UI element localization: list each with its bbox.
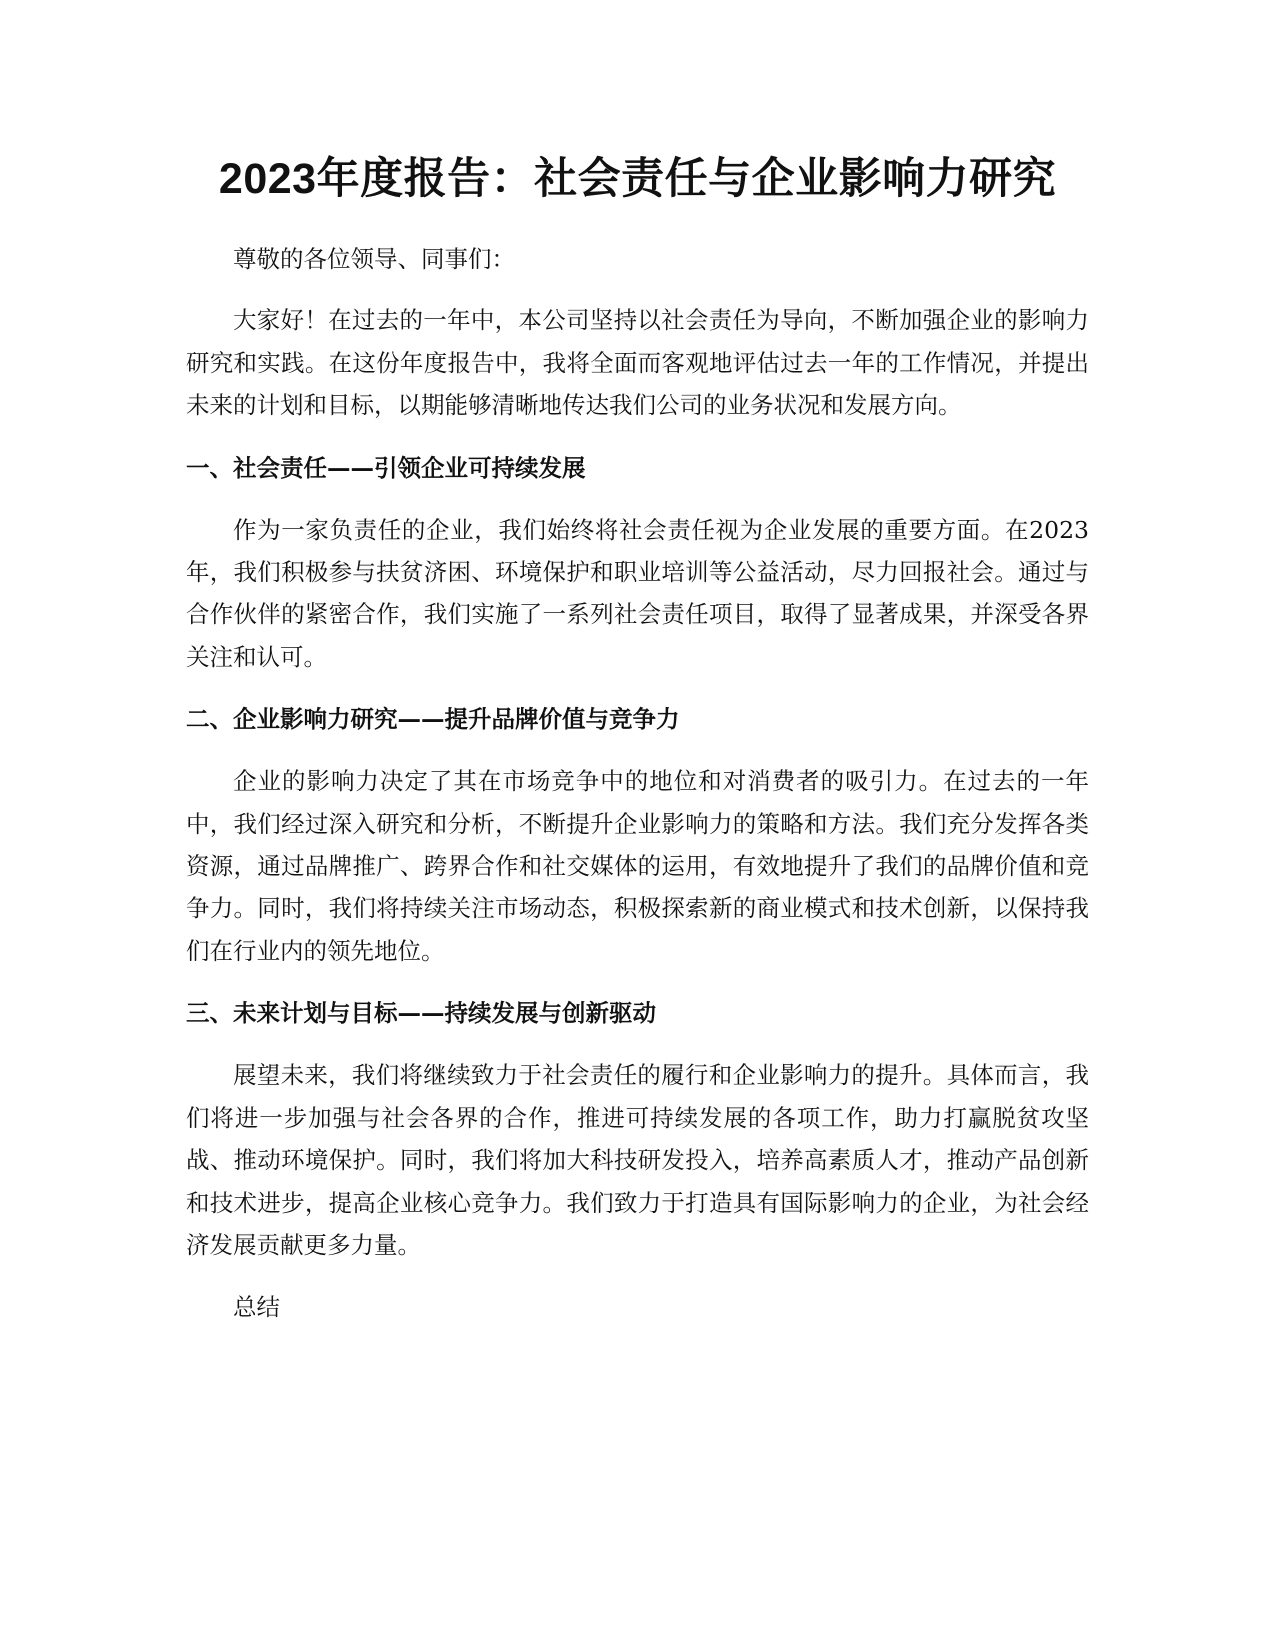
section-heading-influence-research: 二、企业影响力研究——提升品牌价值与竞争力 <box>186 705 680 734</box>
section-body-future-plans: 展望未来，我们将继续致力于社会责任的履行和企业影响力的提升。具体而言，我们将进一步加强与社会各界的合作，推进可持续发展的各项工作，助力打赢脱贫攻坚战、推动环境保护。同时，我们将加大科技研发投入，培养高素质人才，推动产品创新和技术进步，提高企业核心竞争力。我们致力于打造具有国际影响力的企业，为社会经济发展贡献更多力量。 <box>186 1061 1089 1259</box>
section-heading-social-responsibility: 一、社会责任——引领企业可持续发展 <box>186 453 586 482</box>
section-body-social-responsibility: 作为一家负责任的企业，我们始终将社会责任视为企业发展的重要方面。在2023年，我们积极参与扶贫济困、环境保护和职业培训等公益活动，尽力回报社会。通过与合作伙伴的紧密合作，我们实施了一系列社会责任项目，取得了显著成果，并深受各界关注和认可。 <box>186 515 1089 671</box>
document-content <box>186 148 1089 1329</box>
intro-paragraph: 大家好！在过去的一年中，本公司坚持以社会责任为导向，不断加强企业的影响力研究和实践。在这份年度报告中，我将全面而客观地评估过去一年的工作情况，并提出未来的计划和目标，以期能够清晰地传达我们公司的业务状况和发展方向。 <box>186 306 1089 420</box>
section-body-influence-research: 企业的影响力决定了其在市场竞争中的地位和对消费者的吸引力。在过去的一年中，我们经过深入研究和分析，不断提升企业影响力的策略和方法。我们充分发挥各类资源，通过品牌推广、跨界合作和社交媒体的运用，有效地提升了我们的品牌价值和竞争力。同时，我们将持续关注市场动态，积极探索新的商业模式和技术创新，以保持我们在行业内的领先地位。 <box>186 767 1089 965</box>
greeting-paragraph: 尊敬的各位领导、同事们： <box>233 245 515 273</box>
summary-paragraph: 总结 <box>233 1293 280 1322</box>
document-title: 2023年度报告：社会责任与企业影响力研究 <box>218 155 1057 203</box>
section-heading-future-plans: 三、未来计划与目标——持续发展与创新驱动 <box>186 999 656 1028</box>
